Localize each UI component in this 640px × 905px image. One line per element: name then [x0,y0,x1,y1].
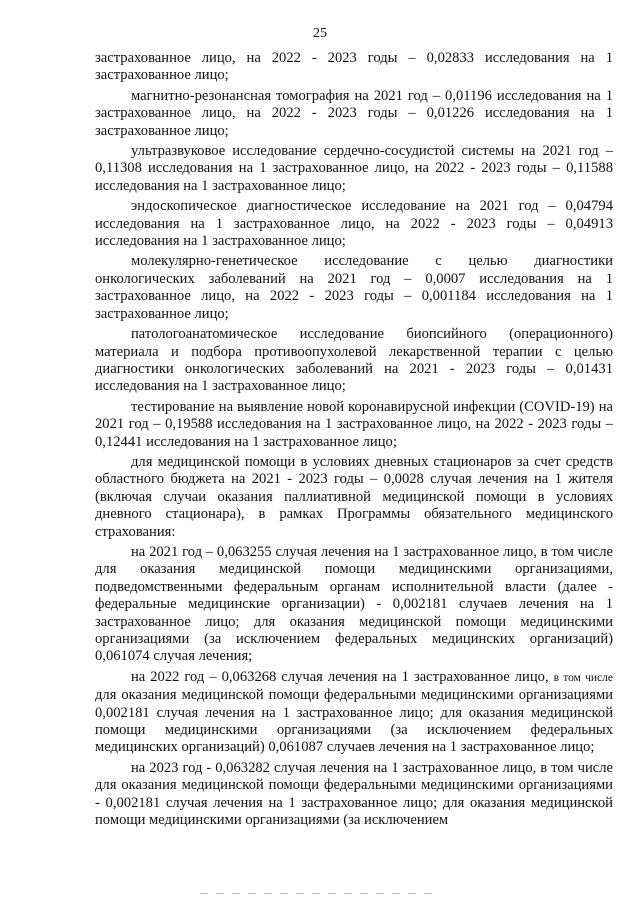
paragraph-10-main: на 2022 год – 0,063268 случая лечения на 1 застрахованное лицо, [131,668,549,685]
paragraph-10 [95,669,613,757]
paragraph-5: молекулярно-генетическое исследование с целью диагностики онкологических заболеваний на 2021 год – 0,0007 исследования на 1 застрахованное лицо, на 2022 - 2023 годы – 0,001184 исследования на 1 застрахованное лицо; [95,253,613,322]
scan-artifact-line [200,893,440,894]
paragraph-11: на 2023 год - 0,063282 случая лечения на 1 застрахованное лицо, в том числе для оказания медицинской помощи федеральными медицинскими организациями - 0,002181 случая лечения на 1 застрахованное лицо; для оказания медицинской помощи медицинскими организациями (за исключением [95,759,613,829]
paragraph-2: магнитно-резонансная томография на 2021 год – 0,01196 исследования на 1 застрахованное лицо, на 2022 - 2023 годы – 0,01226 исследования на 1 застрахованное лицо; [95,87,613,139]
paragraph-10-small: в том числе [553,671,614,684]
paragraph-3: ультразвуковое исследование сердечно-сосудистой системы на 2021 год – 0,11308 исследования на 1 застрахованное лицо, на 2022 - 2023 годы – 0,11588 исследования на 1 застрахованное лицо; [95,143,613,194]
paragraph-4: эндоскопическое диагностическое исследование на 2021 год – 0,04794 исследования на 1 застрахованное лицо, на 2022 - 2023 годы – 0,04913 исследования на 1 застрахованное лицо; [95,198,613,250]
paragraph-6: патологоанатомическое исследование биопсийного (операционного) материала и подбора противоопухолевой лекарственной терапии с целью диагностики онкологических заболеваний на 2021 - 2023 годы – 0,01431 исследования на 1 застрахованное лицо; [95,326,613,395]
paragraph-7: тестирование на выявление новой коронавирусной инфекции (COVID-19) на 2021 год – 0,19588 исследования на 1 застрахованное лицо, на 2022 - 2023 годы – 0,12441 исследования на 1 застрахованное лицо; [95,398,613,450]
paragraph-1: застрахованное лицо, на 2022 - 2023 годы – 0,02833 исследования на 1 застрахованное лицо; [95,50,613,84]
paragraph-9: на 2021 год – 0,063255 случая лечения на 1 застрахованное лицо, в том числе для оказания медицинской помощи медицинскими организациями, подведомственными федеральным органам исполнительной власти (далее - федеральные медицинские организации) - 0,002181 случаев лечения на 1 застрахованное лицо; для оказания медицинской помощи медицинскими организациями (за исключением федеральных медицинских организаций) 0,061074 случая лечения; [95,543,613,665]
page-number: 25 [313,26,327,41]
document-body [95,50,613,832]
paragraph-10-rest: для оказания медицинской помощи федеральными медицинскими организациями 0,002181 случая лечения на 1 застрахованное лицо; для оказания медицинской помощи медицинскими организациями (за исключением федеральных медицинских организаций) 0,061087 случаев лечения на 1 застрахованное лицо; [95,687,613,756]
paragraph-8: для медицинской помощи в условиях дневных стационаров за счет средств областного бюджета на 2021 - 2023 годы – 0,0028 случая лечения на 1 жителя (включая случаи оказания паллиативной медицинской помощи в условиях дневного стационара), в рамках Программы обязательного медицинского страхования: [95,453,613,540]
